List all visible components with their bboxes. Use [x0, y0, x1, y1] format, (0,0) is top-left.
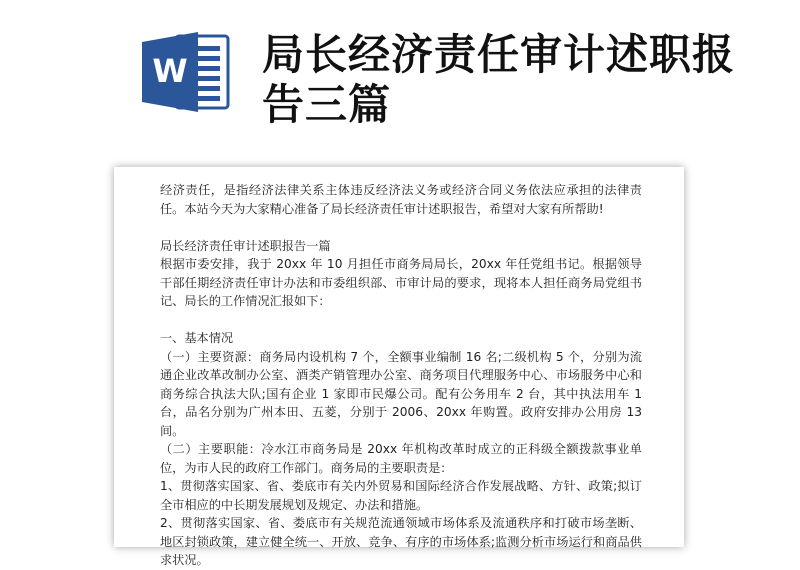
list-item: 1、贯彻落实国家、省、娄底市有关内外贸易和国际经济合作发展战略、方针、政策;拟订全市相应的中长期发展规划及规定、办法和措施。 [160, 479, 642, 512]
document-body [160, 181, 642, 570]
word-icon-letter: W [152, 52, 188, 90]
body-paragraph: （二）主要职能：冷水江市商务局是 20xx 年机构改革时成立的正科级全额拨款事业单位，为市人民的政府工作部门。商务局的主要职责是： [160, 442, 642, 475]
body-paragraph: 根据市委安排，我于 20xx 年 10 月担任市商务局局长，20xx 年任党组书记。根据领导干部任期经济责任审计办法和市委组织部、市审计局的要求，现将本人担任商务局党组书记、局长的工作情况汇报如下： [160, 257, 642, 308]
intro-paragraph: 经济责任，是指经济法律关系主体违反经济法义务或经济合同义务依法应承担的法律责任。本站今天为大家精心准备了局长经济责任审计述职报告，希望对大家有所帮助! [160, 183, 642, 216]
blank-line [160, 218, 642, 237]
word-icon [140, 32, 232, 112]
subsection-heading: 一、基本情况 [160, 331, 234, 345]
document-title: 局长经济责任审计述职报告三篇 [262, 30, 736, 129]
section-heading: 局长经济责任审计述职报告一篇 [160, 238, 331, 253]
body-paragraph: （一）主要资源：商务局内设机构 7 个，全额事业编制 16 名;二级机构 5 个，分别为流通企业改革改制办公室、酒类产销管理办公室、商务项目代理服务中心、市场服务中心和商务综合执法大队;国有企业 1 家即市民爆公司。配有公务用车 2 台，其中执法用车 1 台，品名分别为广州本田、五菱，分别于 2006、20xx 年购置。政府安排办公用房 13 间。 [160, 349, 642, 438]
blank-line [160, 311, 642, 330]
list-item: 2、贯彻落实国家、省、娄底市有关规范流通领域市场体系及流通秩序和打破市场垄断、地区封锁政策，建立健全统一、开放、竞争、有序的市场体系;监测分析市场运行和商品供求状况。 [160, 516, 642, 567]
header [0, 0, 800, 160]
document-page [114, 167, 684, 567]
